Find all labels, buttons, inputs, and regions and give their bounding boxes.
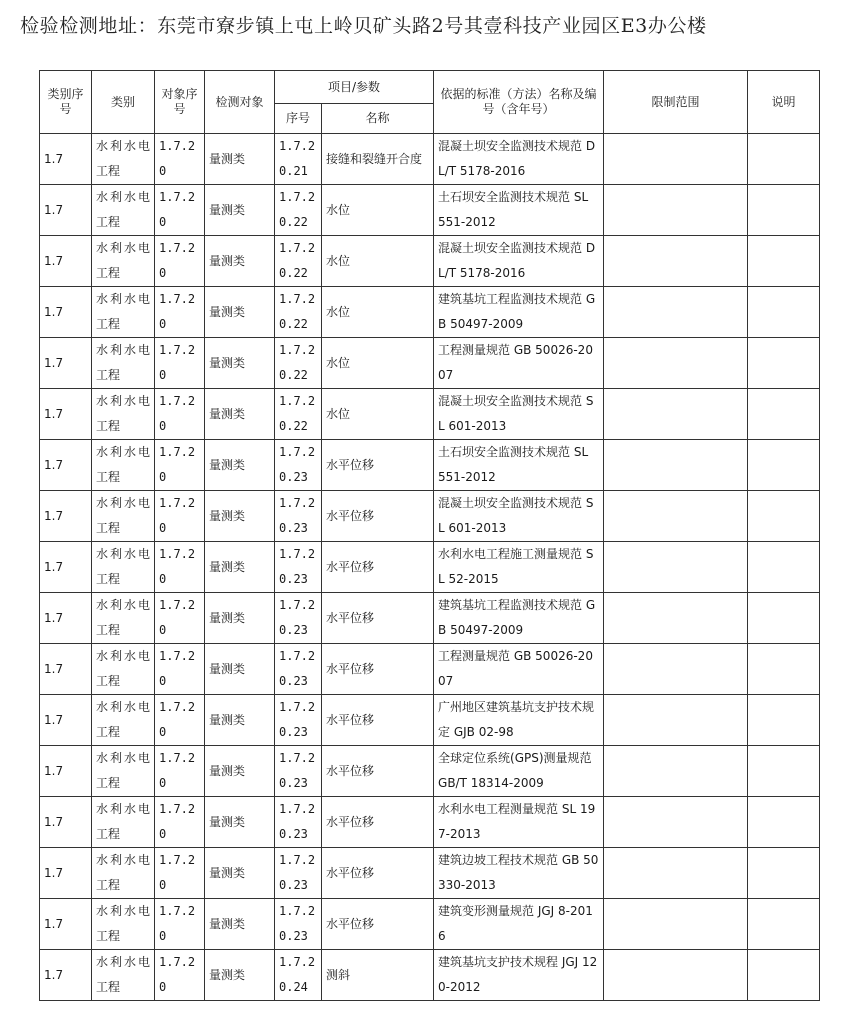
cell-standard: 广州地区建筑基坑支护技术规定 GJB 02-98 bbox=[434, 695, 604, 746]
cell-item-name: 水位 bbox=[322, 338, 434, 389]
cell-item-seq: 1.7.20.23 bbox=[275, 542, 322, 593]
cell-object-seq: 1.7.20 bbox=[155, 440, 205, 491]
header-limit: 限制范围 bbox=[604, 71, 748, 134]
cell-category-seq: 1.7 bbox=[40, 644, 92, 695]
cell-category: 水利水电工程 bbox=[92, 185, 155, 236]
cell-object-seq: 1.7.20 bbox=[155, 950, 205, 1001]
cell-note bbox=[748, 644, 820, 695]
cell-item-name: 水平位移 bbox=[322, 593, 434, 644]
cell-standard: 混凝土坝安全监测技术规范 SL 601-2013 bbox=[434, 389, 604, 440]
cell-object: 量测类 bbox=[205, 950, 275, 1001]
cell-standard: 工程测量规范 GB 50026-2007 bbox=[434, 338, 604, 389]
cell-category-seq: 1.7 bbox=[40, 950, 92, 1001]
table-row bbox=[40, 746, 820, 797]
cell-category: 水利水电工程 bbox=[92, 338, 155, 389]
cell-limit bbox=[604, 593, 748, 644]
cell-note bbox=[748, 797, 820, 848]
cell-limit bbox=[604, 899, 748, 950]
cell-category: 水利水电工程 bbox=[92, 134, 155, 185]
cell-limit bbox=[604, 848, 748, 899]
cell-object: 量测类 bbox=[205, 593, 275, 644]
cell-note bbox=[748, 338, 820, 389]
table-body bbox=[40, 134, 820, 1001]
cell-standard: 混凝土坝安全监测技术规范 DL/T 5178-2016 bbox=[434, 236, 604, 287]
cell-limit bbox=[604, 440, 748, 491]
table-row bbox=[40, 695, 820, 746]
cell-category-seq: 1.7 bbox=[40, 848, 92, 899]
cell-item-name: 水平位移 bbox=[322, 644, 434, 695]
cell-object-seq: 1.7.20 bbox=[155, 746, 205, 797]
cell-standard: 建筑基坑支护技术规程 JGJ 120-2012 bbox=[434, 950, 604, 1001]
table-row bbox=[40, 440, 820, 491]
table-row bbox=[40, 950, 820, 1001]
cell-standard: 水利水电工程施工测量规范 SL 52-2015 bbox=[434, 542, 604, 593]
cell-object: 量测类 bbox=[205, 542, 275, 593]
cell-object-seq: 1.7.20 bbox=[155, 695, 205, 746]
cell-object-seq: 1.7.20 bbox=[155, 491, 205, 542]
cell-category: 水利水电工程 bbox=[92, 746, 155, 797]
header-item-param: 项目/参数 bbox=[275, 71, 434, 104]
cell-limit bbox=[604, 695, 748, 746]
cell-note bbox=[748, 440, 820, 491]
cell-category: 水利水电工程 bbox=[92, 236, 155, 287]
cell-note bbox=[748, 389, 820, 440]
cell-standard: 建筑变形测量规范 JGJ 8-2016 bbox=[434, 899, 604, 950]
table-row bbox=[40, 797, 820, 848]
table-row bbox=[40, 389, 820, 440]
cell-category: 水利水电工程 bbox=[92, 440, 155, 491]
cell-standard: 全球定位系统(GPS)测量规范 GB/T 18314-2009 bbox=[434, 746, 604, 797]
cell-object: 量测类 bbox=[205, 338, 275, 389]
cell-item-seq: 1.7.20.23 bbox=[275, 695, 322, 746]
cell-object: 量测类 bbox=[205, 440, 275, 491]
cell-object: 量测类 bbox=[205, 491, 275, 542]
table-row bbox=[40, 287, 820, 338]
cell-limit bbox=[604, 950, 748, 1001]
cell-category: 水利水电工程 bbox=[92, 491, 155, 542]
cell-standard: 混凝土坝安全监测技术规范 SL 601-2013 bbox=[434, 491, 604, 542]
table-header bbox=[40, 71, 820, 134]
cell-category-seq: 1.7 bbox=[40, 593, 92, 644]
table-row bbox=[40, 491, 820, 542]
header-object-seq: 对象序号 bbox=[155, 71, 205, 134]
cell-item-seq: 1.7.20.23 bbox=[275, 491, 322, 542]
page-title: 检验检测地址：东莞市寮步镇上屯上岭贝矿头路2号其壹科技产业园区E3办公楼 bbox=[20, 15, 707, 37]
cell-item-name: 水平位移 bbox=[322, 695, 434, 746]
cell-category-seq: 1.7 bbox=[40, 797, 92, 848]
cell-category-seq: 1.7 bbox=[40, 287, 92, 338]
cell-item-name: 水平位移 bbox=[322, 491, 434, 542]
cell-limit bbox=[604, 338, 748, 389]
cell-object-seq: 1.7.20 bbox=[155, 134, 205, 185]
cell-object-seq: 1.7.20 bbox=[155, 185, 205, 236]
scope-table bbox=[39, 70, 820, 1001]
cell-note bbox=[748, 185, 820, 236]
cell-object: 量测类 bbox=[205, 287, 275, 338]
cell-item-name: 水平位移 bbox=[322, 542, 434, 593]
cell-object-seq: 1.7.20 bbox=[155, 338, 205, 389]
cell-note bbox=[748, 899, 820, 950]
cell-object-seq: 1.7.20 bbox=[155, 593, 205, 644]
cell-object: 量测类 bbox=[205, 185, 275, 236]
cell-category: 水利水电工程 bbox=[92, 695, 155, 746]
cell-item-name: 水位 bbox=[322, 287, 434, 338]
cell-note bbox=[748, 287, 820, 338]
cell-item-seq: 1.7.20.23 bbox=[275, 848, 322, 899]
header-item-seq: 序号 bbox=[275, 104, 322, 134]
cell-note bbox=[748, 542, 820, 593]
cell-category-seq: 1.7 bbox=[40, 134, 92, 185]
cell-item-seq: 1.7.20.23 bbox=[275, 644, 322, 695]
cell-item-seq: 1.7.20.22 bbox=[275, 185, 322, 236]
cell-item-seq: 1.7.20.21 bbox=[275, 134, 322, 185]
cell-standard: 混凝土坝安全监测技术规范 DL/T 5178-2016 bbox=[434, 134, 604, 185]
cell-category-seq: 1.7 bbox=[40, 899, 92, 950]
table-row bbox=[40, 848, 820, 899]
cell-item-seq: 1.7.20.23 bbox=[275, 440, 322, 491]
header-item-name: 名称 bbox=[322, 104, 434, 134]
cell-item-seq: 1.7.20.22 bbox=[275, 389, 322, 440]
cell-limit bbox=[604, 389, 748, 440]
cell-item-name: 水平位移 bbox=[322, 899, 434, 950]
cell-standard: 土石坝安全监测技术规范 SL 551-2012 bbox=[434, 185, 604, 236]
cell-object-seq: 1.7.20 bbox=[155, 389, 205, 440]
header-standard: 依据的标准（方法）名称及编号（含年号） bbox=[434, 71, 604, 134]
header-category-seq: 类别序号 bbox=[40, 71, 92, 134]
cell-note bbox=[748, 848, 820, 899]
table-row bbox=[40, 542, 820, 593]
table-row bbox=[40, 899, 820, 950]
cell-object: 量测类 bbox=[205, 797, 275, 848]
cell-item-name: 水位 bbox=[322, 389, 434, 440]
cell-item-name: 水平位移 bbox=[322, 848, 434, 899]
cell-item-seq: 1.7.20.23 bbox=[275, 899, 322, 950]
cell-object: 量测类 bbox=[205, 134, 275, 185]
cell-object-seq: 1.7.20 bbox=[155, 797, 205, 848]
cell-category-seq: 1.7 bbox=[40, 542, 92, 593]
cell-category-seq: 1.7 bbox=[40, 491, 92, 542]
cell-item-name: 水平位移 bbox=[322, 746, 434, 797]
cell-category: 水利水电工程 bbox=[92, 848, 155, 899]
cell-note bbox=[748, 134, 820, 185]
cell-object: 量测类 bbox=[205, 389, 275, 440]
cell-note bbox=[748, 695, 820, 746]
cell-limit bbox=[604, 236, 748, 287]
cell-object-seq: 1.7.20 bbox=[155, 236, 205, 287]
cell-category-seq: 1.7 bbox=[40, 338, 92, 389]
cell-object: 量测类 bbox=[205, 236, 275, 287]
cell-object-seq: 1.7.20 bbox=[155, 644, 205, 695]
cell-category-seq: 1.7 bbox=[40, 440, 92, 491]
cell-item-seq: 1.7.20.23 bbox=[275, 746, 322, 797]
cell-category: 水利水电工程 bbox=[92, 542, 155, 593]
cell-item-seq: 1.7.20.24 bbox=[275, 950, 322, 1001]
cell-category: 水利水电工程 bbox=[92, 287, 155, 338]
cell-standard: 水利水电工程测量规范 SL 197-2013 bbox=[434, 797, 604, 848]
cell-category-seq: 1.7 bbox=[40, 695, 92, 746]
cell-note bbox=[748, 593, 820, 644]
cell-object: 量测类 bbox=[205, 848, 275, 899]
cell-category: 水利水电工程 bbox=[92, 797, 155, 848]
cell-object: 量测类 bbox=[205, 695, 275, 746]
cell-item-name: 接缝和裂缝开合度 bbox=[322, 134, 434, 185]
cell-limit bbox=[604, 644, 748, 695]
cell-item-name: 水平位移 bbox=[322, 797, 434, 848]
cell-standard: 工程测量规范 GB 50026-2007 bbox=[434, 644, 604, 695]
cell-object-seq: 1.7.20 bbox=[155, 542, 205, 593]
cell-standard: 土石坝安全监测技术规范 SL 551-2012 bbox=[434, 440, 604, 491]
cell-limit bbox=[604, 491, 748, 542]
cell-category: 水利水电工程 bbox=[92, 593, 155, 644]
table-row bbox=[40, 236, 820, 287]
cell-item-seq: 1.7.20.22 bbox=[275, 236, 322, 287]
cell-note bbox=[748, 746, 820, 797]
cell-category-seq: 1.7 bbox=[40, 236, 92, 287]
cell-category-seq: 1.7 bbox=[40, 746, 92, 797]
cell-object-seq: 1.7.20 bbox=[155, 899, 205, 950]
cell-item-name: 测斜 bbox=[322, 950, 434, 1001]
cell-object-seq: 1.7.20 bbox=[155, 848, 205, 899]
cell-category: 水利水电工程 bbox=[92, 950, 155, 1001]
cell-standard: 建筑基坑工程监测技术规范 GB 50497-2009 bbox=[434, 593, 604, 644]
header-object: 检测对象 bbox=[205, 71, 275, 134]
cell-object-seq: 1.7.20 bbox=[155, 287, 205, 338]
table-row bbox=[40, 644, 820, 695]
cell-limit bbox=[604, 185, 748, 236]
cell-standard: 建筑基坑工程监测技术规范 GB 50497-2009 bbox=[434, 287, 604, 338]
table-row bbox=[40, 338, 820, 389]
cell-note bbox=[748, 491, 820, 542]
cell-item-seq: 1.7.20.22 bbox=[275, 338, 322, 389]
cell-limit bbox=[604, 542, 748, 593]
cell-limit bbox=[604, 287, 748, 338]
cell-object: 量测类 bbox=[205, 746, 275, 797]
cell-object: 量测类 bbox=[205, 899, 275, 950]
cell-item-seq: 1.7.20.23 bbox=[275, 797, 322, 848]
cell-item-name: 水位 bbox=[322, 185, 434, 236]
cell-item-name: 水平位移 bbox=[322, 440, 434, 491]
cell-category: 水利水电工程 bbox=[92, 389, 155, 440]
cell-limit bbox=[604, 746, 748, 797]
cell-note bbox=[748, 950, 820, 1001]
cell-item-name: 水位 bbox=[322, 236, 434, 287]
header-category: 类别 bbox=[92, 71, 155, 134]
cell-note bbox=[748, 236, 820, 287]
cell-object: 量测类 bbox=[205, 644, 275, 695]
cell-limit bbox=[604, 797, 748, 848]
cell-category-seq: 1.7 bbox=[40, 389, 92, 440]
table-row bbox=[40, 134, 820, 185]
cell-item-seq: 1.7.20.23 bbox=[275, 593, 322, 644]
header-note: 说明 bbox=[748, 71, 820, 134]
table-row bbox=[40, 593, 820, 644]
cell-category: 水利水电工程 bbox=[92, 644, 155, 695]
cell-limit bbox=[604, 134, 748, 185]
cell-standard: 建筑边坡工程技术规范 GB 50330-2013 bbox=[434, 848, 604, 899]
cell-item-seq: 1.7.20.22 bbox=[275, 287, 322, 338]
table-row bbox=[40, 185, 820, 236]
cell-category-seq: 1.7 bbox=[40, 185, 92, 236]
cell-category: 水利水电工程 bbox=[92, 899, 155, 950]
